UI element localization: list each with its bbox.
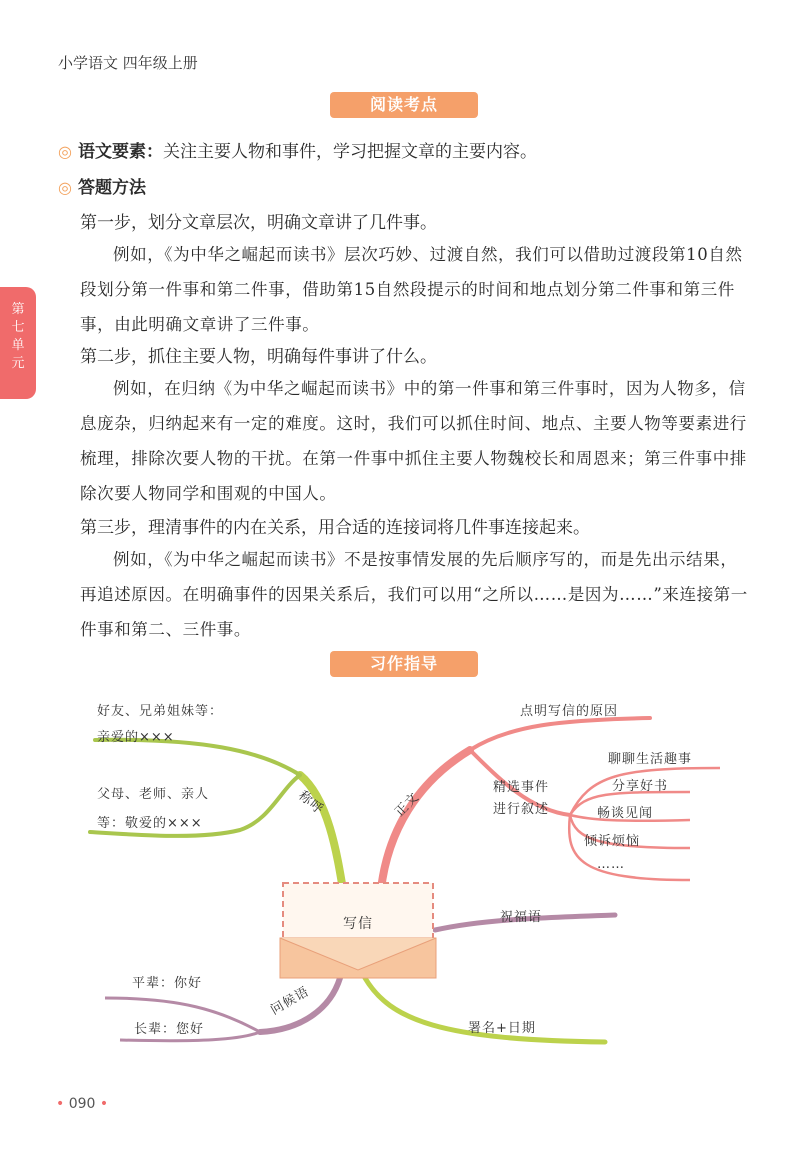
event-item: 聊聊生活趣事 xyxy=(608,752,693,767)
branch-reason xyxy=(470,718,650,750)
step-2: 第二步，抓住主要人物，明确每件事讲了什么。 xyxy=(80,347,437,367)
event-item: 倾诉烦恼 xyxy=(584,834,641,849)
language-element xyxy=(58,137,537,162)
appellation-label: 称呼 xyxy=(295,788,327,818)
select-line-1: 精选事件 xyxy=(493,780,550,795)
blessing-label: 祝福语 xyxy=(500,910,543,925)
method-label: 答题方法 xyxy=(77,178,146,198)
friends-line-2: 亲爱的××× xyxy=(97,730,175,745)
mind-map-center: 写信 xyxy=(343,916,373,932)
book-title: 小学语文 四年级上册 xyxy=(58,54,198,72)
step-1: 第一步，划分文章层次，明确文章讲了几件事。 xyxy=(80,213,437,233)
step-3: 第三步，理清事件的内在关系，用合适的连接词将几件事连接起来。 xyxy=(80,518,590,538)
unit-tab xyxy=(0,287,36,399)
elder-greeting: 长辈：您好 xyxy=(134,1022,205,1037)
signature-label: 署名+日期 xyxy=(468,1021,536,1036)
event-item: …… xyxy=(597,857,625,872)
body-label: 正文 xyxy=(392,789,423,821)
parents-line-1: 父母、老师、亲人 xyxy=(97,787,210,802)
example-3: 例如，《为中华之崛起而读书》不是按事情发展的先后顺序写的，而是先出示结果，再追述原因。在明确事件的因果关系后，我们可以用“之所以……是因为……”来连接第一件事和第二、三件事。 xyxy=(80,550,748,639)
event-item: 分享好书 xyxy=(612,779,669,794)
greeting-label: 问候语 xyxy=(268,984,312,1019)
unit-tab-label: 第七单元 xyxy=(11,302,25,371)
reading-banner: 阅读考点 xyxy=(330,92,478,118)
branch-friends xyxy=(95,740,300,775)
answer-method xyxy=(58,173,146,198)
event-item: 畅谈见闻 xyxy=(597,806,654,821)
writing-banner: 习作指导 xyxy=(330,651,478,677)
parents-line-2: 等：敬爱的××× xyxy=(97,816,203,831)
circle-bullet-icon: ◎ xyxy=(58,178,72,197)
element-label: 语文要素： xyxy=(77,142,163,162)
page-number-value: 090 xyxy=(68,1096,96,1112)
page-number: • 090 • xyxy=(56,1096,109,1112)
friends-line-1: 好友、兄弟姐妹等： xyxy=(97,704,224,719)
element-text: 关注主要人物和事件，学习把握文章的主要内容。 xyxy=(162,142,537,162)
example-2: 例如，在归纳《为中华之崛起而读书》中的第一件事和第三件事时，因为人物多，信息庞杂，归纳起来有一定的难度。这时，我们可以抓住时间、地点、主要人物等要素进行梳理，排除次要人物的干扰。在第一件事中抓住主要人物魏校长和周恩来；第三件事中排除次要人物同学和围观的中国人。 xyxy=(80,379,747,503)
branch-body xyxy=(380,750,470,900)
select-line-2: 进行叙述 xyxy=(493,802,550,817)
reason-label: 点明写信的原因 xyxy=(520,704,619,719)
peer-greeting: 平辈：你好 xyxy=(132,976,203,991)
example-1: 例如，《为中华之崛起而读书》层次巧妙、过渡自然，我们可以借助过渡段第10自然段划分第一件事和第二件事，借助第15自然段提示的时间和地点划分第二件事和第三件事，由此明确文章讲了三件事。 xyxy=(80,245,743,334)
circle-bullet-icon: ◎ xyxy=(58,142,72,161)
